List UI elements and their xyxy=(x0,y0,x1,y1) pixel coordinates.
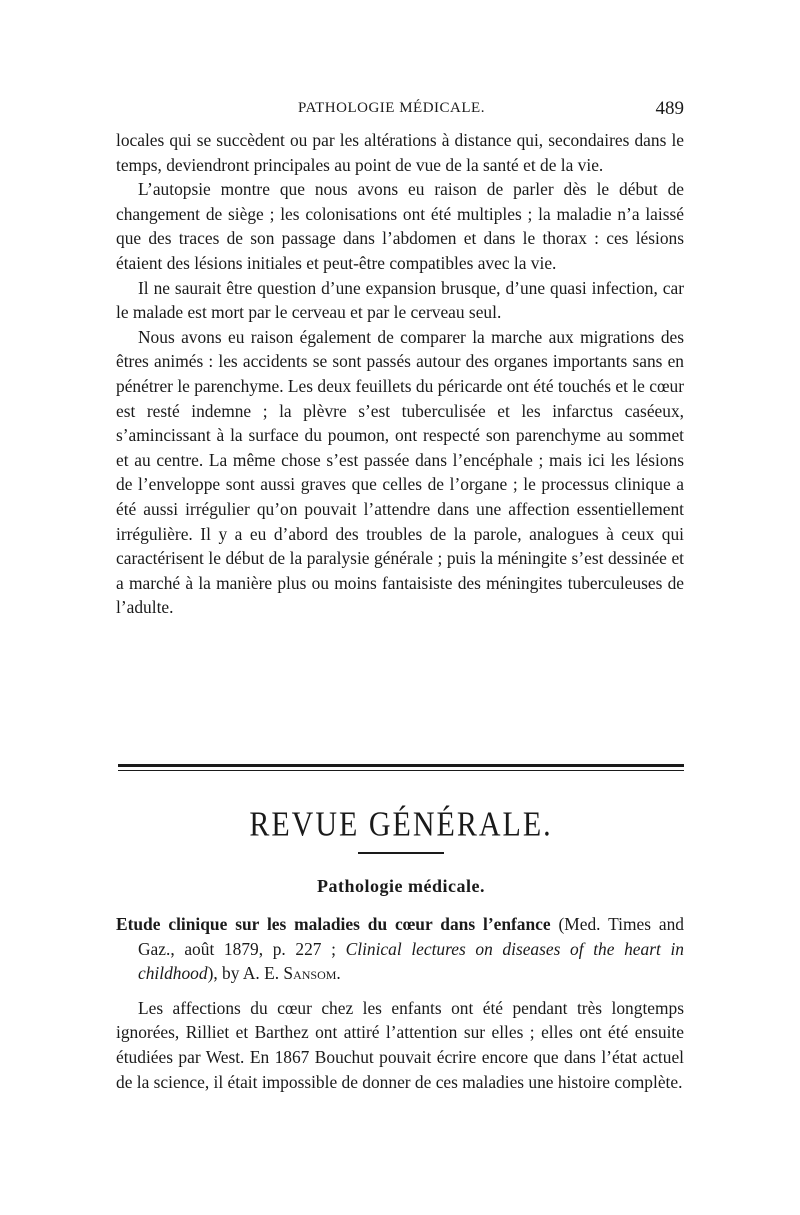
reference-title: Etude clinique sur les maladies du cœur dans l’enfance xyxy=(116,914,551,934)
reference-author: Sansom. xyxy=(283,963,341,984)
paragraph-1: locales qui se succèdent ou par les altérations à distance qui, secondaires dans le temps, deviendront principales au point de vue de la santé et de la vie. xyxy=(116,130,684,175)
reference-source: (Med. Times and Gaz., août 1879, p. 227 ; xyxy=(138,914,684,959)
article xyxy=(116,912,684,1094)
reference-english-title: Clinical lectures on diseases of the heart in childhood xyxy=(138,938,684,984)
subsection-title: Pathologie médicale. xyxy=(317,876,485,896)
page-number: 489 xyxy=(655,98,684,119)
section-title: REVUE GÉNÉRALE. xyxy=(249,805,553,844)
divider-thin-rule xyxy=(118,770,684,771)
article-paragraph-1: Les affections du cœur chez les enfants ont été pendant très longtemps ignorées, Rilliet et Barthez ont attiré l’attention sur elles ; elles ont été ensuite étudiées par West. En 1867 Bouchut pouvait écrire encore que dans l’état actuel de la science, il était impossible de donner de ces maladies une histoire complète. xyxy=(116,997,684,1092)
title-underline xyxy=(358,852,444,854)
article-reference xyxy=(116,912,684,986)
divider-thick-rule xyxy=(118,764,684,767)
paragraph-3: Il ne saurait être question d’une expansion brusque, d’une quasi infection, car le malade est mort par le cerveau et par le cerveau seul. xyxy=(116,277,684,323)
body-text xyxy=(116,128,684,620)
section-divider xyxy=(118,764,684,771)
paragraph-2: L’autopsie montre que nous avons eu raison de parler dès le début de changement de siège ; les colonisations ont été multiples ; la maladie n’a laissé que des traces de son passage dans l’abdomen et dans le thorax : ces lésions étaient des lésions initiales et peut-être compatibles avec la vie. xyxy=(116,179,684,273)
running-title: PATHOLOGIE MÉDICALE. xyxy=(298,100,485,116)
reference-by: ), by A. E. xyxy=(207,963,284,984)
page-header xyxy=(118,98,684,122)
paragraph-4: Nous avons eu raison également de comparer la marche aux migrations des êtres animés : les accidents se sont passés autour des organes importants sans en pénétrer le parenchyme. Les deux feuillets du péricarde ont été touchés et le cœur est resté indemne ; la plèvre s’est tuberculisée et les infarctus caséeux, s’amincissant à la surface du poumon, ont respecté son parenchyme au sommet et au centre. La même chose s’est passée dans l’encéphale ; mais ici les lésions de l’enveloppe sont aussi graves que celles de l’organe ; le processus clinique a été aussi irrégulier qu’on pouvait l’attendre dans une affection essentiellement irrégulière. Il y a eu d’abord des troubles de la parole, analogues à ceux qui caractérisent le début de la paralysie générale ; puis la méningite s’est dessinée et a marché à la manière plus ou moins fantaisiste des méningites tuberculeuses de l’adulte. xyxy=(116,326,684,618)
